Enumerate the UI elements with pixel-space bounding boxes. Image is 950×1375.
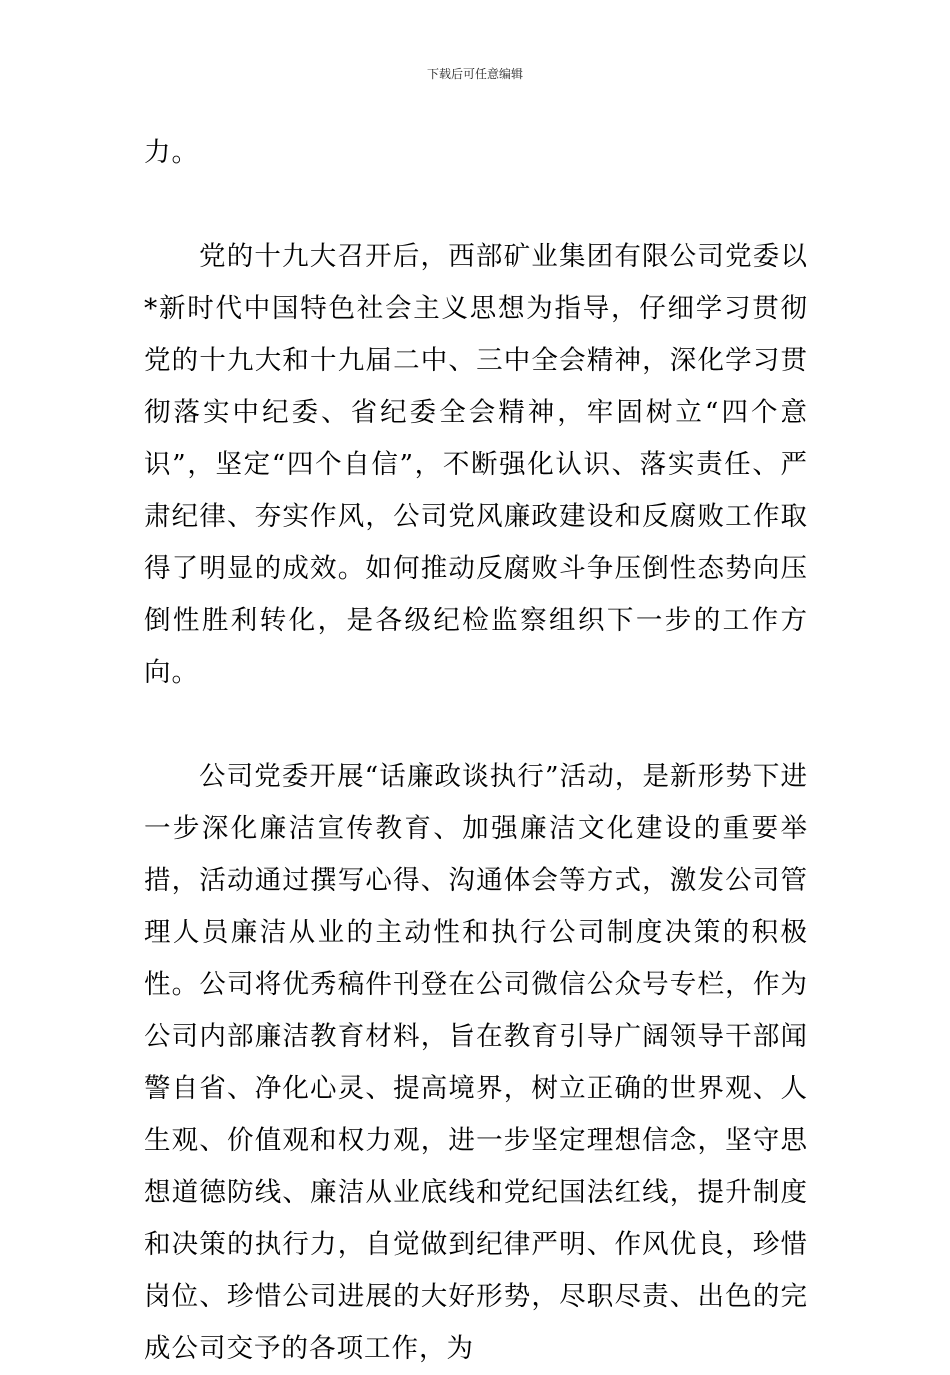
page-header: 下载后可任意编辑 xyxy=(426,67,523,81)
paragraph-party-congress: 党的十九大召开后，西部矿业集团有限公司党委以*新时代中国特色社会主义思想为指导，仔细学习贯彻党的十九大和十九届二中、三中全会精神，深化学习贯彻落实中纪委、省纪委全会精神，牢固树立“四个意识”，坚定“四个自信”，不断强化认识、落实责任、严肃纪律、夯实作风，公司党风廉政建设和反腐败工作取得了明显的成效。如何推动反腐败斗争压倒性态势向压倒性胜利转化，是各级纪检监察组织下一步的工作方向。 xyxy=(144,241,808,688)
paragraph-gap xyxy=(144,699,808,751)
paragraph-integrity-activity: 公司党委开展“话廉政谈执行”活动，是新形势下进一步深化廉洁宣传教育、加强廉洁文化建设的重要举措，活动通过撰写心得、沟通体会等方式，激发公司管理人员廉洁从业的主动性和执行公司制度决策的积极性。公司将优秀稿件刊登在公司微信公众号专栏，作为公司内部廉洁教育材料，旨在教育引导广阔领导干部闻警自省、净化心灵、提高境界，树立正确的世界观、人生观、价值观和权力观，进一步坚定理想信念，坚守思想道德防线、廉洁从业底线和党纪国法红线，提升制度和决策的执行力，自觉做到纪律严明、作风优良，珍惜岗位、珍惜公司进展的大好形势，尽职尽责、出色的完成公司交予的各项工作，为 xyxy=(144,761,808,1364)
document-body xyxy=(144,127,808,1375)
paragraph-continuation: 力。 xyxy=(144,137,199,168)
paragraph-gap xyxy=(144,179,808,231)
